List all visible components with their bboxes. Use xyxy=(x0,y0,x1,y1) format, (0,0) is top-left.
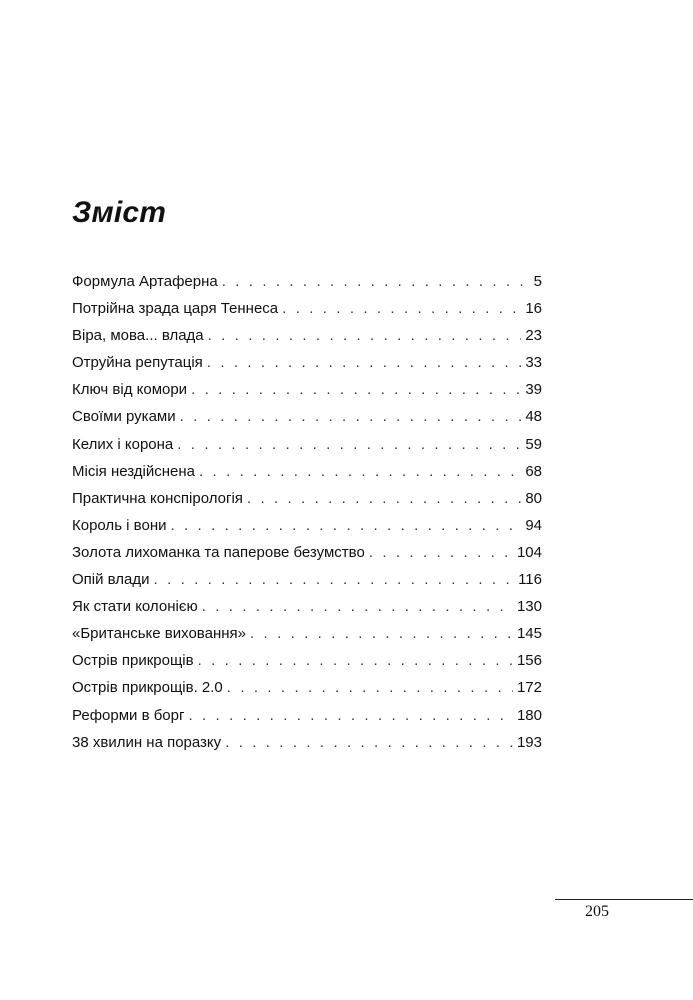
toc-entry-page: 23 xyxy=(525,327,542,345)
toc-entry-title: Острів прикрощів xyxy=(72,652,194,670)
toc-entry-title: Ключ від комори xyxy=(72,381,188,399)
toc-entry-title: Король і вони xyxy=(72,516,167,534)
toc-entry-title: Острів прикрощів. 2.0 xyxy=(72,679,223,697)
dot-leader xyxy=(225,729,513,756)
toc-entry-page: 116 xyxy=(518,571,542,589)
page-number: 205 xyxy=(585,903,609,920)
dot-leader xyxy=(154,566,515,593)
toc-entry-page: 145 xyxy=(516,625,542,643)
dot-leader xyxy=(199,458,521,485)
toc-entry-title: Золота лихоманка та паперове безумство xyxy=(72,543,365,561)
dot-leader xyxy=(177,431,521,458)
toc-entry-title: Своїми руками xyxy=(72,408,176,426)
dot-leader xyxy=(198,647,513,674)
toc-entry-page: 16 xyxy=(525,300,542,318)
page-title: Зміст xyxy=(72,196,167,229)
toc-entry-title: Отруйна репутація xyxy=(72,354,203,372)
toc-entry-title: Реформи в борг xyxy=(72,706,185,724)
toc-entry-title: Формула Артаферна xyxy=(72,273,218,290)
toc-entry xyxy=(72,593,542,620)
dot-leader xyxy=(250,620,513,647)
dot-leader xyxy=(222,268,530,295)
toc-entry-page: 104 xyxy=(516,543,542,561)
dot-leader xyxy=(227,674,513,701)
toc-entry-page: 80 xyxy=(525,489,542,507)
toc-entry xyxy=(72,729,542,756)
dot-leader xyxy=(188,702,513,729)
toc-entry-title: 38 хвилин на поразку xyxy=(72,733,222,751)
toc-entry-page: 94 xyxy=(525,516,542,534)
toc-entry-title: «Британське виховання» xyxy=(72,625,246,643)
toc-entry-title: Потрійна зрада царя Теннеса xyxy=(72,300,279,318)
toc-entry-title: Опій влади xyxy=(72,571,150,589)
toc-entry xyxy=(72,485,542,512)
toc-entry xyxy=(72,349,542,376)
toc-entry-page: 48 xyxy=(525,408,542,426)
toc-entry xyxy=(72,295,542,322)
dot-leader xyxy=(180,403,522,430)
dot-leader xyxy=(282,295,521,322)
dot-leader xyxy=(207,349,522,376)
toc-entry xyxy=(72,322,542,349)
toc-entry xyxy=(72,647,542,674)
toc-entry-page: 193 xyxy=(516,733,542,751)
dot-leader xyxy=(202,593,513,620)
toc-entry xyxy=(72,674,542,701)
toc-entry-title: Келих і корона xyxy=(72,435,174,453)
toc-entry-page: 33 xyxy=(525,354,542,372)
toc-entry-title: Віра, мова... влада xyxy=(72,327,204,345)
toc-entry xyxy=(72,620,542,647)
toc-entry-title: Місія нездійснена xyxy=(72,462,196,480)
dot-leader xyxy=(208,322,522,349)
toc-entry xyxy=(72,566,542,593)
dot-leader xyxy=(191,376,521,403)
toc-entry xyxy=(72,431,542,458)
toc-entry-page: 130 xyxy=(516,598,542,616)
toc-entry xyxy=(72,512,542,539)
toc-entry-title: Як стати колонією xyxy=(72,598,198,616)
toc-entry-page: 172 xyxy=(516,679,542,697)
toc-entry-page: 156 xyxy=(516,652,542,670)
toc-entry xyxy=(72,403,542,430)
toc-entry xyxy=(72,702,542,729)
dot-leader xyxy=(247,485,521,512)
dot-leader xyxy=(369,539,513,566)
toc-entry-page: 68 xyxy=(525,462,542,480)
toc-entry xyxy=(72,458,542,485)
toc-entry-page: 180 xyxy=(516,706,542,724)
toc-entry xyxy=(72,539,542,566)
toc-entry-page: 5 xyxy=(533,273,542,290)
dot-leader xyxy=(170,512,521,539)
toc-entry xyxy=(72,268,542,295)
toc-entry-title: Практична конспірологія xyxy=(72,489,243,507)
toc-entry-page: 39 xyxy=(525,381,542,399)
table-of-contents xyxy=(72,268,542,756)
toc-entry xyxy=(72,376,542,403)
toc-entry-page: 59 xyxy=(525,435,542,453)
